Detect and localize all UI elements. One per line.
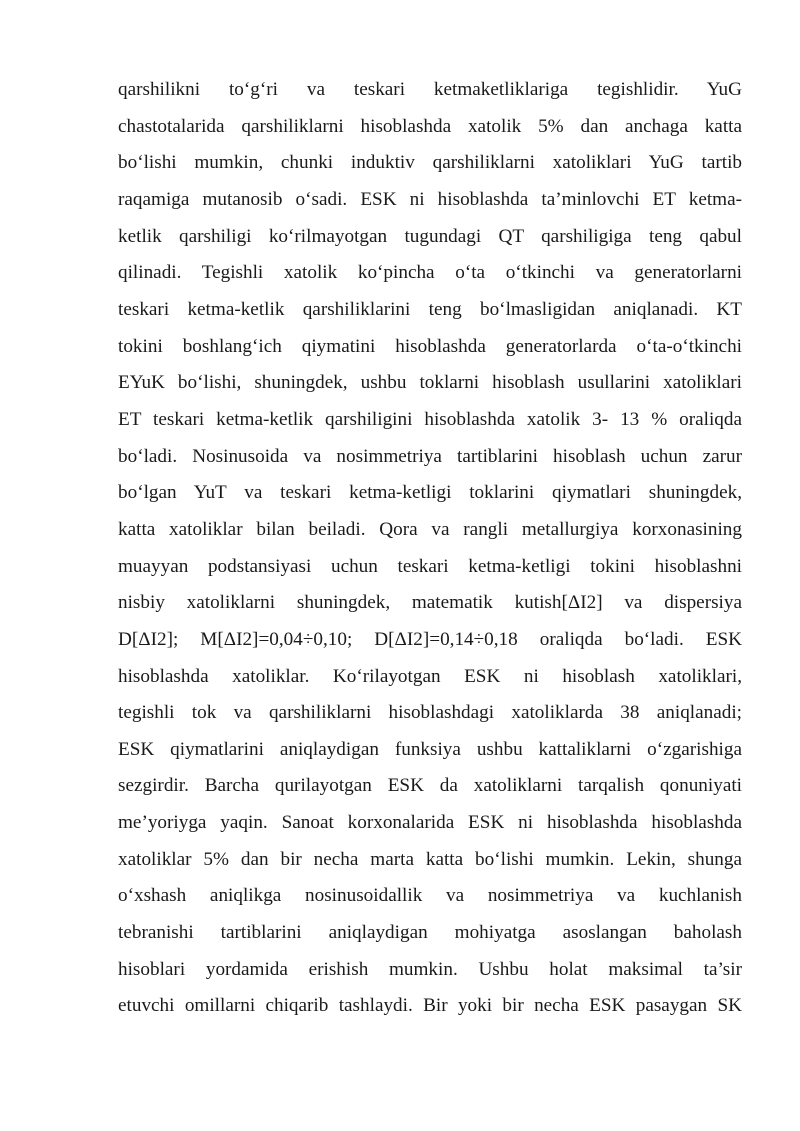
text-line: chastotalarida qarshiliklarni hisoblashda xatolik 5% dan anchaga katta <box>118 115 742 137</box>
text-line: tegishli tok va qarshiliklarni hisoblashdagi xatoliklarda 38 aniqlanadi; <box>118 702 742 724</box>
text-line: ketlik qarshiligi ko‘rilmayotgan tugundagi QT qarshiligiga teng qabul <box>118 225 742 247</box>
text-line: teskari ketma-ketlik qarshiliklarini teng bo‘lmasligidan aniqlanadi. KT <box>118 298 742 320</box>
text-line: tebranishi tartiblarini aniqlaydigan mohiyatga asoslangan baholash <box>118 922 742 944</box>
text-line: muayyan podstansiyasi uchun teskari ketma-ketligi tokini hisoblashni <box>118 555 742 577</box>
text-line: ESK qiymatlarini aniqlaydigan funksiya ushbu kattaliklarni o‘zgarishiga <box>118 738 742 760</box>
text-line: bo‘ladi. Nosinusoida va nosimmetriya tartiblarini hisoblash uchun zarur <box>118 445 742 467</box>
text-line: o‘xshash aniqlikga nosinusoidallik va nosimmetriya va kuchlanish <box>118 885 742 907</box>
text-line: qilinadi. Tegishli xatolik ko‘pincha o‘ta o‘tkinchi va generatorlarni <box>118 262 742 284</box>
text-line: etuvchi omillarni chiqarib tashlaydi. Bir yoki bir necha ESK pasaygan SK <box>118 995 742 1017</box>
text-line: nisbiy xatoliklarni shuningdek, matematik kutish[ΔI2] va dispersiya <box>118 592 742 614</box>
text-line: raqamiga mutanosib o‘sadi. ESK ni hisoblashda ta’minlovchi ET ketma- <box>118 188 742 210</box>
body-paragraph <box>118 72 742 1025</box>
text-line: ET teskari ketma-ketlik qarshiligini hisoblashda xatolik 3- 13 % oraliqda <box>118 408 742 430</box>
text-line: bo‘lgan YuT va teskari ketma-ketligi toklarini qiymatlari shuningdek, <box>118 482 742 504</box>
text-line: D[ΔI2]; M[ΔI2]=0,04÷0,10; D[ΔI2]=0,14÷0,18 oraliqda bo‘ladi. ESK <box>118 628 742 650</box>
text-line: hisoblari yordamida erishish mumkin. Ushbu holat maksimal ta’sir <box>118 958 742 980</box>
text-line: qarshilikni to‘g‘ri va teskari ketmaketliklariga tegishlidir. YuG <box>118 79 742 100</box>
text-line: hisoblashda xatoliklar. Ko‘rilayotgan ESK ni hisoblash xatoliklari, <box>118 665 742 687</box>
text-line: tokini boshlang‘ich qiymatini hisoblashda generatorlarda o‘ta-o‘tkinchi <box>118 335 742 357</box>
text-line: sezgirdir. Barcha qurilayotgan ESK da xatoliklarni tarqalish qonuniyati <box>118 775 742 797</box>
text-line: me’yoriyga yaqin. Sanoat korxonalarida ESK ni hisoblashda hisoblashda <box>118 812 742 834</box>
text-line: katta xatoliklar bilan beiladi. Qora va rangli metallurgiya korxonasining <box>118 518 742 540</box>
text-line: xatoliklar 5% dan bir necha marta katta bo‘lishi mumkin. Lekin, shunga <box>118 848 742 870</box>
text-line: bo‘lishi mumkin, chunki induktiv qarshiliklarni xatoliklari YuG tartib <box>118 152 742 174</box>
text-line: EYuK bo‘lishi, shuningdek, ushbu toklarni hisoblash usullarini xatoliklari <box>118 372 742 394</box>
